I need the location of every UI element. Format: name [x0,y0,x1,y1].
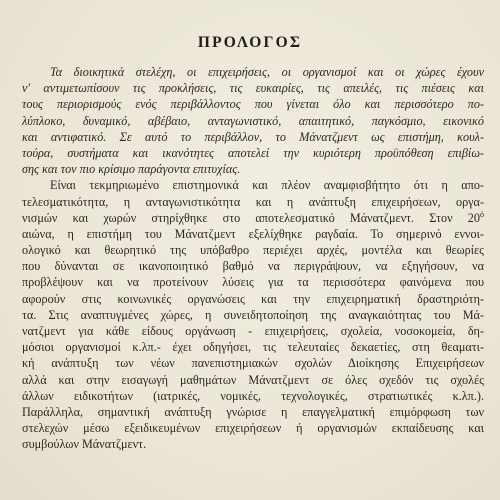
text-line: συμβούλων Μάνατζμεντ. [22,437,147,452]
text-line: που δύνανται σε ικανοποιητικό βαθμό να περιγράψουν, να εξηγήσουν, να [22,259,484,274]
text-line-with-superscript [22,210,484,226]
text-line: νατζμεντ για κάθε είδους οργάνωση - επιχειρήσεις, σχολεία, νοσοκομεία, δη- [22,324,484,338]
text-line: Τα διοικητικά στελέχη, οι επιχειρήσεις, οι οργανισμοί και οι χώρες έχουν [50,65,484,79]
text-line: τους περιορισμούς ενός περιβάλλοντος που γίνεται όλο και περισσότερο πο- [22,97,484,112]
text-line: Είναι τεκμηριωμένο επιστημονικά και πλέον αναμφισβήτητο ότι η απο- [50,178,484,193]
paragraph-1 [22,64,484,177]
superscript-mark: ό [480,209,484,219]
page-body-text [22,64,484,453]
text-line-content: νισμών και χωρών στηρίχθηκε στο αποτελεσματικό Μάνατζμεντ. Στον 20 [22,210,480,225]
text-line: τα. Στις αναπτυγμένες χώρες, η συνειδητοποίηση της αναγκαιότητας του Μά- [22,307,484,322]
paragraph-2 [22,177,484,452]
text-line: ν' αντιμετωπίσουν τις προκλήσεις, τις ευκαιρίες, τις απειλές, τις πιέσεις και [22,81,484,96]
text-line: τούρα, συστήματα και ικανότητες αποτελεί την κυριότερη προϋπόθεση επιβίω- [22,145,484,160]
text-line: αιώνα, η επιστήμη του Μάνατζμεντ εξελίχθηκε ραγδαία. Το σημερινό εννοι- [22,226,484,241]
text-line: Παράλληλα, σημαντική ανάπτυξη γνώρισε η επαγγελματική επιμόρφωση των [22,404,484,419]
text-line: προβλέψουν και να προτείνουν λύσεις για τα περισσότερα φαινόμενα που [22,275,484,290]
text-line: αφορούν στις κοινωνικές οργανώσεις και την επιχειρηματική δραστηριότη- [22,291,484,306]
text-line: μόσιοι οργανισμοί κ.λπ.- έχει οδηγήσει, τις τελευταίες δεκαετίες, στη θεαματι- [22,340,484,355]
text-line: άλλων ειδικοτήτων (ιατρικές, νομικές, τεχνολογικές, στρατιωτικές κ.λπ.). [22,388,484,403]
page-title: ΠΡΟΛΟΓΟΣ [197,34,303,51]
text-line: αλλά και στην εισαγωγή μαθημάτων Μάνατζμεντ σε όλες σχεδόν τις σχολές [22,372,484,387]
text-line: τελεσματικότητα, η ανταγωνιστικότητα και η ανάπτυξη επιχειρήσεων, οργα- [22,194,484,209]
text-line: στελεχών μέσω εξειδικευμένων επιχειρήσεων ή οργανισμών εκπαίδευσης και [22,421,484,436]
text-line: σης και τον πιο κρίσιμο παράγοντα επιτυχίας. [22,162,241,177]
text-line: κή ανάπτυξη των νέων πανεπιστημιακών σχολών Διοίκησης Επιχειρήσεων [22,356,484,371]
text-line: και αντιφατικό. Σε αυτό το περιβάλλον, το Μάνατζμεντ ως επιστήμη, κουλ- [22,129,484,144]
text-line: ολογικό και θεωρητικό της υπόβαθρο περιέχει αρχές, μοντέλα και θεωρίες [22,243,484,258]
text-line: λύπλοκο, δυναμικό, αβέβαιο, ανταγωνιστικό, απαιτητικό, παγκόσμιο, εικονικό [22,113,484,128]
